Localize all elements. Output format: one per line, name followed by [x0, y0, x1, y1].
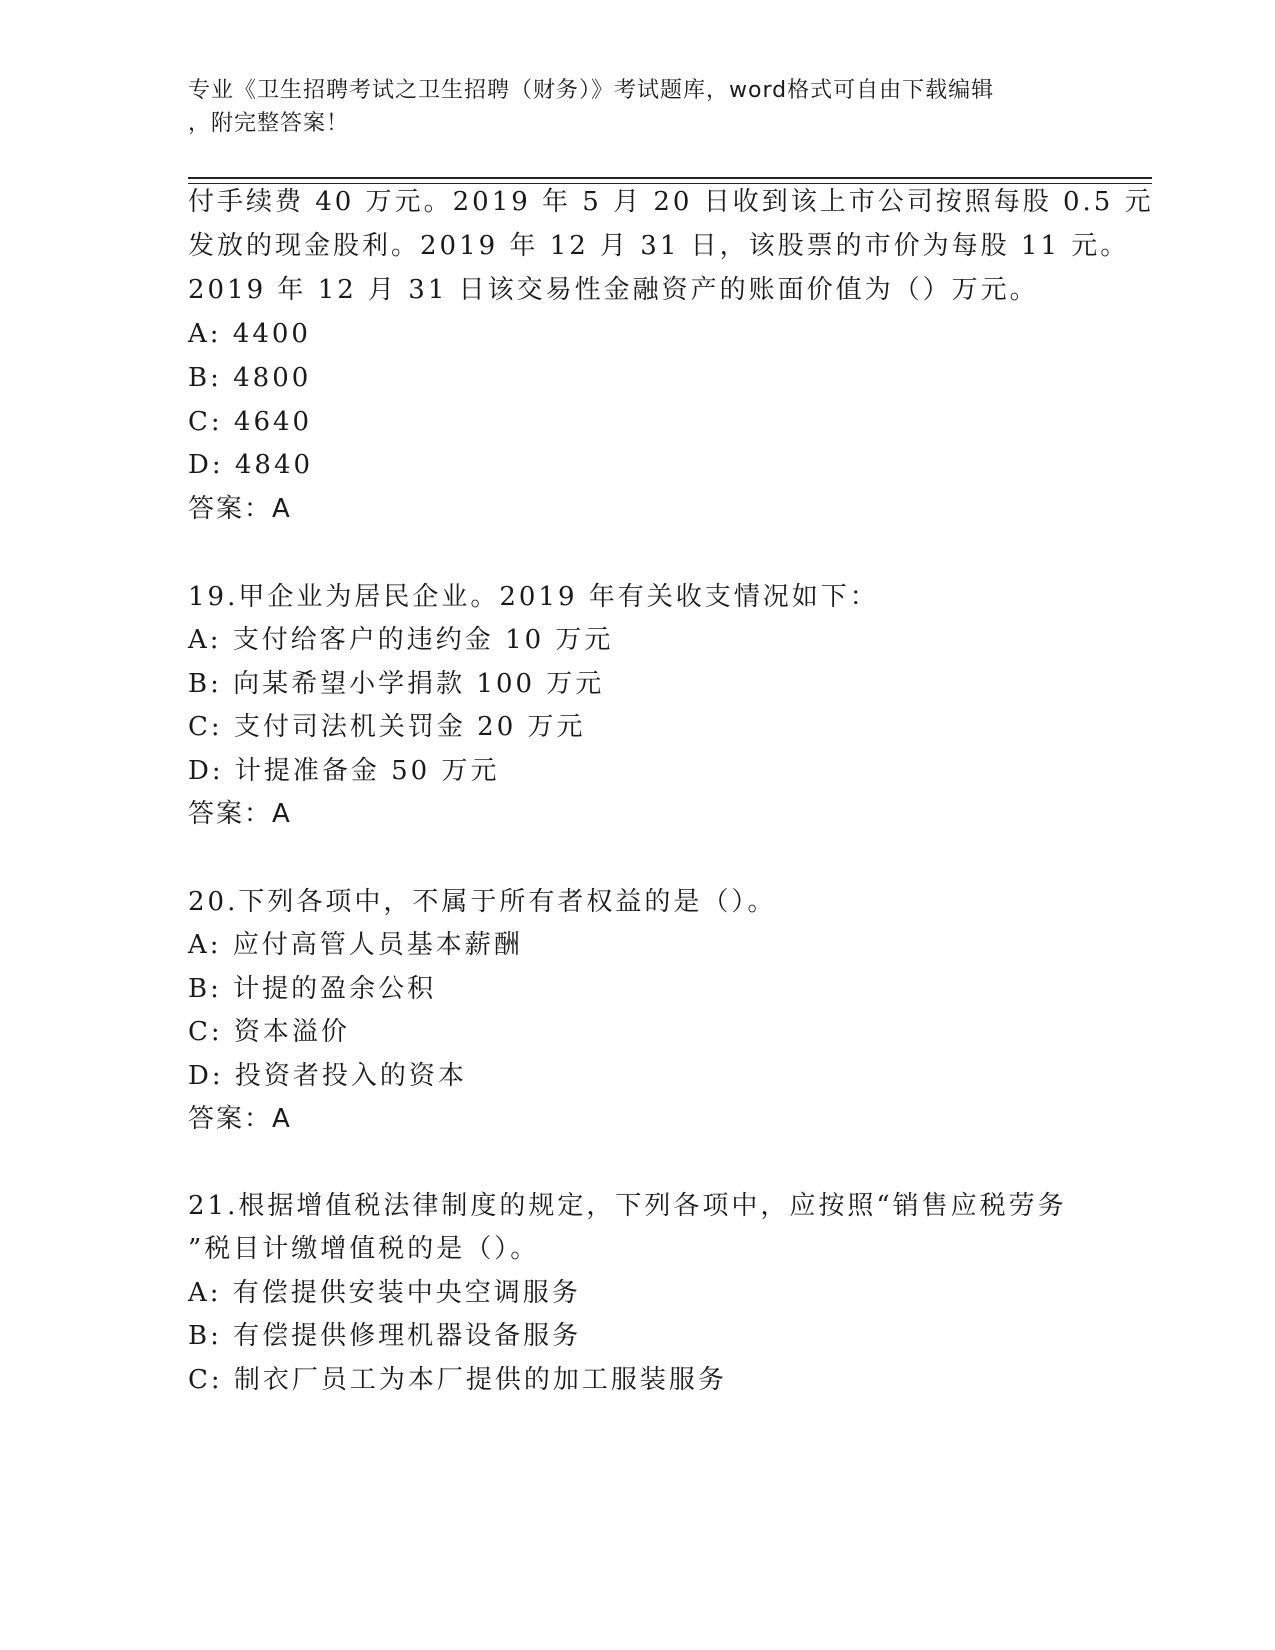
- q18-option-d: D: 4840: [188, 450, 314, 480]
- q19-stem: 19.甲企业为居民企业。2019 年有关收支情况如下：: [188, 582, 879, 612]
- q21-option-c: C: 制衣厂员工为本厂提供的加工服装服务: [188, 1365, 727, 1395]
- q19-option-c: C: 支付司法机关罚金 20 万元: [188, 712, 586, 742]
- q20-option-b: B: 计提的盈余公积: [188, 974, 437, 1004]
- q20-option-a: A: 应付高管人员基本薪酬: [188, 930, 523, 960]
- q19-answer: 答案：A: [188, 799, 292, 829]
- header-divider-thin: [188, 183, 1152, 184]
- q19-option-d: D: 计提准备金 50 万元: [188, 756, 500, 786]
- q18-option-b: B: 4800: [188, 363, 312, 393]
- q18-stem-line-1: 付手续费 40 万元。2019 年 5 月 20 日收到该上市公司按照每股 0.5 元: [188, 187, 1154, 217]
- q18-option-a: A: 4400: [188, 319, 311, 349]
- q18-stem-line-2: 发放的现金股利。2019 年 12 月 31 日，该股票的市价为每股 11 元。: [188, 231, 1130, 261]
- page-header: 专业《卫生招聘考试之卫生招聘（财务）》考试题库，word格式可自由下载编辑 ，附完整答案！: [188, 78, 995, 136]
- q21-stem-line-1: 21.根据增值税法律制度的规定，下列各项中，应按照“销售应税劳务: [188, 1191, 1067, 1221]
- q20-option-d: D: 投资者投入的资本: [188, 1061, 467, 1091]
- q20-option-c: C: 资本溢价: [188, 1017, 350, 1047]
- q18-stem-line-3: 2019 年 12 月 31 日该交易性金融资产的账面价值为（）万元。: [188, 275, 1039, 305]
- q21-option-a: A: 有偿提供安装中央空调服务: [188, 1278, 581, 1308]
- q21-option-b: B: 有偿提供修理机器设备服务: [188, 1321, 582, 1351]
- q18-answer: 答案：A: [188, 494, 292, 524]
- q19-option-a: A: 支付给客户的违约金 10 万元: [188, 625, 614, 655]
- q20-answer: 答案：A: [188, 1104, 292, 1134]
- q20-stem: 20.下列各项中，不属于所有者权益的是（）。: [188, 887, 777, 917]
- q21-stem-line-2: ”税目计缴增值税的是（）。: [188, 1234, 540, 1264]
- q19-option-b: B: 向某希望小学捐款 100 万元: [188, 669, 605, 699]
- q18-option-c: C: 4640: [188, 407, 313, 437]
- header-divider: [188, 177, 1152, 179]
